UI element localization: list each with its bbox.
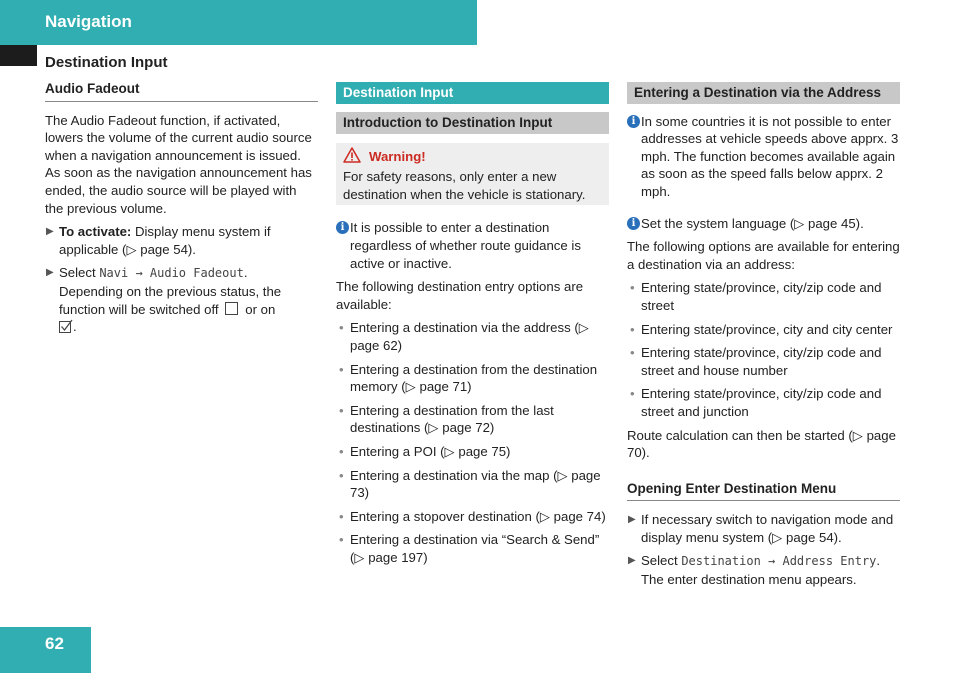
section-title: Destination Input	[45, 54, 168, 71]
address-entry-title-bar: Entering a Destination via the Address	[627, 82, 900, 104]
info-note-route-guidance	[336, 219, 609, 272]
step-activate	[45, 223, 318, 258]
warning-box	[336, 143, 609, 206]
destination-input-title-bar: Destination Input	[336, 82, 609, 104]
info-note-speed	[627, 113, 900, 201]
period: .	[876, 553, 881, 569]
chapter-title: Navigation	[45, 12, 132, 31]
warning-triangle-icon	[343, 147, 361, 163]
status-text: Depending on the previous status, the function will be switched off	[59, 283, 282, 317]
info-note-language	[627, 215, 900, 233]
warning-title: Warning!	[369, 148, 426, 164]
audio-fadeout-paragraph: The Audio Fadeout function, if activated, lowers the volume of the current audio source when a navigation announcement is issued. As soon as the navigation announcement has ended, the audio source will be played with the previous volume.	[45, 112, 312, 216]
opening-menu-heading: Opening Enter Destination Menu	[627, 480, 900, 502]
info-icon: i	[627, 217, 640, 230]
info-icon: i	[336, 221, 349, 234]
step-triangle-icon: ▶	[628, 555, 636, 567]
info-icon: i	[627, 115, 640, 128]
warning-text: For safety reasons, only enter a new destination when the vehicle is stationary.	[343, 169, 586, 202]
step-select-address-entry	[627, 552, 900, 588]
step-switch-mode	[627, 511, 900, 546]
select-word: Select	[641, 553, 682, 569]
list-item: • Entering state/province, city/zip code and street	[630, 280, 882, 313]
destination-options-list	[336, 319, 609, 566]
column-address-entry	[627, 82, 900, 595]
column-audio-fadeout	[45, 80, 318, 342]
warning-header	[343, 147, 602, 166]
period: .	[243, 265, 248, 281]
list-item: • Entering state/province, city and city center	[630, 321, 893, 337]
options-intro: The following destination entry options are available:	[336, 279, 584, 312]
menu-path-audio-fadeout: Navi → Audio Fadeout	[99, 266, 244, 281]
step-triangle-icon: ▶	[628, 514, 636, 526]
step-switch-text: If necessary switch to navigation mode and display menu system (▷ page 54).	[641, 512, 894, 545]
menu-path-address-entry: Destination → Address Entry	[681, 554, 877, 569]
period-end: .	[73, 319, 77, 335]
step-triangle-icon: ▶	[46, 267, 54, 279]
info-speed-text: In some countries it is not possible to enter addresses at vehicle speeds above apprx. 3 mph. The function becomes available again as soon as the speed falls below apprx. 2 mph.	[641, 113, 899, 199]
page-number: 62	[45, 634, 64, 653]
route-calculation-text: Route calculation can then be started (▷ page 70).	[627, 427, 896, 461]
list-item: • Entering a destination via “Search & Send” (▷ page 197)	[339, 532, 600, 565]
step-activate-text: Display menu system if applicable (▷ page 54).	[59, 224, 271, 257]
step-activate-label: To activate:	[59, 224, 132, 240]
checkbox-empty-icon	[225, 302, 238, 315]
column-destination-input	[336, 82, 609, 572]
list-item: • Entering a destination from the destination memory (▷ page 71)	[339, 361, 598, 395]
select-word: Select	[59, 265, 100, 281]
info-language-text: Set the system language (▷ page 45).	[641, 215, 864, 231]
address-options-intro: The following options are available for entering a destination via an address:	[627, 239, 900, 272]
step-triangle-icon: ▶	[46, 226, 54, 238]
list-item: • Entering a destination via the address (▷ page 62)	[339, 320, 589, 353]
audio-fadeout-heading: Audio Fadeout	[45, 80, 318, 102]
list-item: • Entering a POI (▷ page 75)	[339, 443, 511, 459]
list-item: • Entering a stopover destination (▷ page 74)	[339, 508, 606, 524]
step-select-audio-fadeout	[45, 264, 318, 335]
menu-appears-text: The enter destination menu appears.	[641, 572, 857, 588]
list-item: • Entering a destination from the last destinations (▷ page 72)	[339, 402, 554, 436]
checkbox-checked-icon	[59, 319, 73, 333]
list-item: • Entering a destination via the map (▷ page 73)	[339, 467, 601, 501]
list-item: • Entering state/province, city/zip code and street and house number	[630, 345, 882, 378]
or-on-text: or on	[245, 301, 276, 317]
info-text: It is possible to enter a destination regardless of whether route guidance is active or inactive.	[350, 220, 581, 271]
list-item: • Entering state/province, city/zip code and street and junction	[630, 386, 882, 419]
address-options-list	[627, 279, 900, 420]
section-marker-tab	[0, 45, 37, 66]
introduction-subtitle-bar: Introduction to Destination Input	[336, 112, 609, 134]
